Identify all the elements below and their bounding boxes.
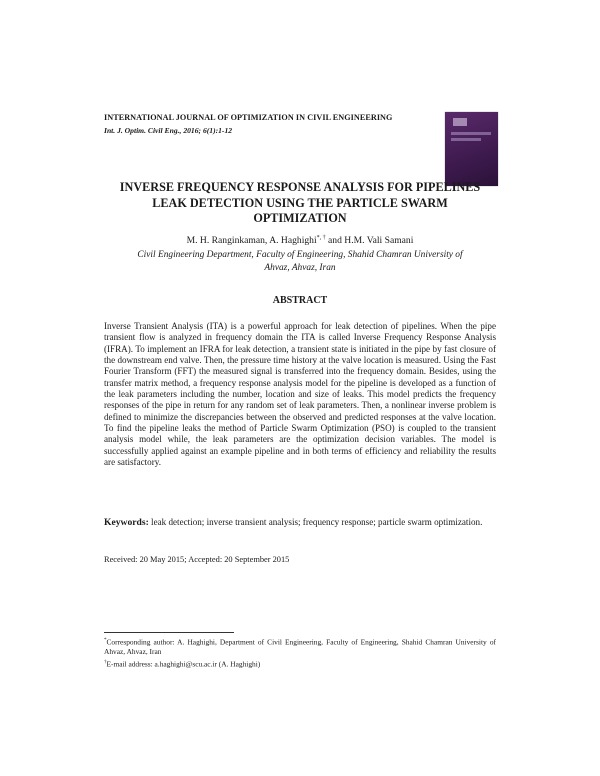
author-note-mark: *, † (316, 235, 326, 241)
affiliation: Civil Engineering Department, Faculty of Engineering, Shahid Chamran University of Ahvaz, Ahvaz, Iran (137, 250, 463, 273)
footnote-divider (104, 632, 234, 633)
footnote-corresponding-author (104, 636, 496, 657)
received-dates: Received: 20 May 2015; Accepted: 20 September 2015 (104, 555, 290, 564)
journal-cover-image (445, 112, 498, 186)
journal-citation: Int. J. Optim. Civil Eng., 2016; 6(1):1-12 (104, 126, 233, 135)
cover-stripe (451, 132, 491, 135)
paper-title: INVERSE FREQUENCY RESPONSE ANALYSIS FOR PIPELINES LEAK DETECTION USING THE PARTICLE SWARM OPTIMIZATION (119, 180, 481, 225)
keywords-label: Keywords: (104, 517, 149, 528)
author-list (60, 235, 540, 246)
keywords-text: leak detection; inverse transient analysis; frequency response; particle swarm optimization. (148, 517, 483, 527)
footnote-mark: † (104, 660, 107, 665)
authors-last: and H.M. Vali Samani (325, 235, 414, 247)
keywords (104, 517, 496, 529)
footnote-mark: * (104, 638, 107, 643)
authors-main: M. H. Ranginkaman, A. Haghighi (186, 235, 317, 247)
abstract-heading: ABSTRACT (272, 295, 328, 306)
cover-stripe (451, 138, 481, 141)
footnote-text: E-mail address: a.haghighi@scu.ac.ir (A. Haghighi) (106, 659, 261, 669)
journal-name: INTERNATIONAL JOURNAL OF OPTIMIZATION IN CIVIL ENGINEERING (104, 113, 393, 122)
cover-logo-icon (453, 118, 467, 126)
footnote-email (104, 658, 496, 669)
abstract-body: Inverse Transient Analysis (ITA) is a powerful approach for leak detection of pipelines. When the pipe transient flow is analyzed in frequency domain the ITA is called Inverse Frequency Response Analysis (IFRA). To implement an IFRA for leak detection, a transient state is initiated in the pipe by fast closure of the downstream end valve. Then, the pressure time history at the valve location is measured. Using the Fast Fourier Transform (FFT) the measured signal is transferred into the frequency domain. Besides, using the transfer matrix method, a frequency response analysis model for the pipeline is developed as a function of the leak parameters including the number, location and size of leaks. This model predicts the frequency responses of the pipe in return for any random set of leak parameters. Then, a nonlinear inverse problem is defined to minimize the discrepancies between the observed and predicted responses at the valve location. To find the pipeline leaks the method of Particle Swarm Optimization (PSO) is coupled to the transient analysis model while, the leak parameters are the optimization decision variables. The model is successfully applied against an example pipeline and in both terms of efficiency and reliability the results are satisfactory. (104, 321, 496, 468)
footnote-text: Corresponding author: A. Haghighi, Department of Civil Engineering, Faculty of Engineering, Shahid Chamran University of Ahvaz, Ahvaz, Iran (104, 637, 496, 657)
